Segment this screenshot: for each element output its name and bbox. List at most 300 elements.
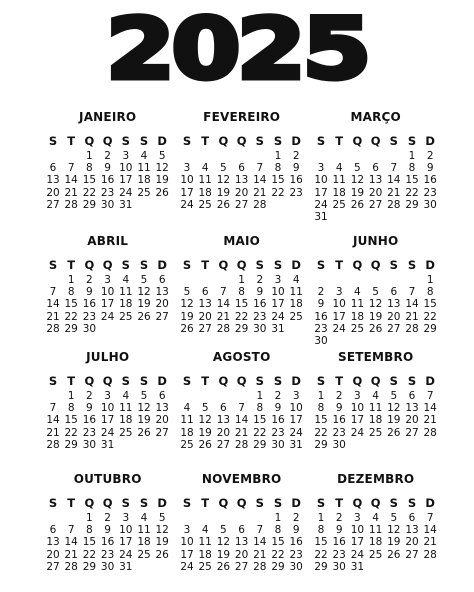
- month-agosto: [178, 350, 314, 468]
- day-cell: 14: [46, 414, 60, 427]
- day-cell: 25: [119, 426, 133, 439]
- day-cell: 19: [387, 536, 401, 549]
- day-cell: 12: [180, 298, 194, 311]
- day-cell: 4: [292, 274, 300, 286]
- day-cell: 18: [289, 298, 303, 311]
- day-cell: 28: [405, 322, 419, 335]
- day-cell: 3: [122, 512, 130, 524]
- weekday-label: S: [273, 258, 283, 272]
- day-grid: [44, 512, 170, 592]
- day-cell: 17: [180, 548, 194, 561]
- day-cell: 27: [216, 438, 231, 451]
- month-julho: [44, 350, 180, 468]
- day-cell: 18: [368, 536, 383, 549]
- day-cell: 22: [234, 310, 249, 323]
- day-cell: 17: [271, 298, 285, 311]
- weekday-label: Q: [370, 258, 381, 272]
- day-cell: 15: [64, 298, 78, 311]
- month-title: MAIO: [223, 234, 261, 248]
- day-cell: 20: [216, 426, 231, 439]
- day-cell: 15: [423, 298, 437, 311]
- month-title: DEZEMBRO: [337, 472, 415, 486]
- day-cell: 7: [390, 162, 398, 175]
- day-cell: 12: [387, 402, 401, 415]
- day-cell: 3: [292, 390, 300, 402]
- day-cell: 3: [317, 162, 325, 175]
- day-cell: 8: [86, 162, 93, 175]
- day-cell: 3: [354, 390, 361, 402]
- day-cell: 15: [82, 174, 97, 187]
- weekday-label: T: [201, 496, 210, 510]
- day-cell: 3: [335, 286, 343, 299]
- day-cell: 27: [234, 198, 249, 211]
- day-cell: 10: [271, 286, 285, 299]
- weekday-label: T: [201, 374, 210, 388]
- weekday-label: S: [121, 374, 130, 388]
- day-cell: 13: [405, 402, 419, 415]
- day-cell: 25: [350, 322, 365, 335]
- day-cell: 12: [387, 524, 401, 537]
- weekday-label: T: [335, 134, 344, 148]
- day-cell: 20: [234, 548, 249, 561]
- weekday-label: T: [67, 134, 76, 148]
- month-dezembro: [312, 472, 448, 590]
- weekday-label: D: [157, 134, 167, 148]
- day-cell: 26: [137, 426, 151, 439]
- day-cell: 2: [104, 512, 111, 524]
- day-cell: 1: [426, 274, 434, 286]
- day-cell: 9: [426, 162, 434, 175]
- day-cell: 14: [253, 174, 267, 187]
- day-cell: 30: [100, 198, 115, 211]
- weekday-label: Q: [352, 134, 363, 148]
- month-title: JUNHO: [352, 234, 399, 248]
- day-cell: 22: [271, 186, 285, 199]
- day-cell: 3: [183, 162, 191, 175]
- day-cell: 4: [372, 390, 379, 402]
- day-cell: 13: [216, 414, 231, 427]
- weekday-label: S: [139, 134, 149, 148]
- day-cell: 16: [314, 310, 328, 323]
- month-março: [312, 110, 448, 228]
- day-cell: 6: [49, 524, 57, 537]
- day-cell: 11: [368, 402, 383, 415]
- day-cell: 24: [119, 186, 133, 199]
- day-grid: [312, 512, 438, 592]
- day-cell: 31: [350, 560, 365, 573]
- weekday-label: Q: [102, 258, 113, 272]
- day-cell: 28: [64, 198, 78, 211]
- day-cell: 16: [100, 174, 115, 187]
- weekday-header: [178, 134, 304, 148]
- day-cell: 15: [271, 174, 285, 187]
- day-cell: 3: [104, 390, 111, 402]
- day-cell: 18: [180, 426, 194, 439]
- day-cell: 12: [350, 174, 365, 187]
- day-cell: 1: [317, 390, 325, 402]
- day-cell: 2: [256, 274, 264, 286]
- year-title: 2025: [106, 0, 368, 98]
- day-cell: 27: [46, 560, 60, 573]
- day-cell: 10: [332, 298, 346, 311]
- weekday-header: [44, 374, 170, 388]
- day-cell: 11: [198, 174, 212, 187]
- day-cell: 16: [332, 414, 346, 427]
- day-cell: 29: [314, 438, 328, 451]
- weekday-label: S: [139, 496, 149, 510]
- day-cell: 29: [253, 438, 267, 451]
- day-cell: 8: [317, 524, 325, 537]
- month-title: AGOSTO: [212, 350, 271, 364]
- day-cell: 5: [390, 390, 398, 402]
- day-cell: 22: [82, 548, 97, 561]
- day-cell: 8: [317, 402, 325, 415]
- month-outubro: [44, 472, 180, 590]
- weekday-header: [312, 258, 438, 272]
- weekday-label: T: [201, 134, 210, 148]
- day-cell: 7: [220, 286, 227, 299]
- weekday-label: S: [182, 374, 192, 388]
- day-cell: 23: [332, 548, 346, 561]
- weekday-label: Q: [218, 374, 229, 388]
- weekday-label: T: [335, 374, 344, 388]
- day-cell: 14: [64, 536, 78, 549]
- day-cell: 21: [423, 414, 437, 427]
- day-cell: 6: [220, 402, 227, 415]
- day-cell: 23: [423, 186, 437, 199]
- weekday-header: [312, 374, 438, 388]
- day-cell: 14: [423, 402, 437, 415]
- day-cell: 12: [198, 414, 212, 427]
- day-cell: 19: [216, 186, 231, 199]
- day-cell: 31: [271, 322, 285, 335]
- day-cell: 23: [271, 426, 285, 439]
- day-cell: 17: [314, 186, 328, 199]
- day-cell: 25: [198, 560, 212, 573]
- weekday-label: S: [121, 258, 130, 272]
- weekday-label: S: [48, 134, 58, 148]
- weekday-header: [178, 258, 304, 272]
- day-cell: 26: [368, 322, 383, 335]
- day-cell: 2: [104, 150, 111, 162]
- weekday-header: [178, 496, 304, 510]
- weekday-label: S: [121, 496, 130, 510]
- day-cell: 9: [86, 286, 93, 299]
- day-cell: 4: [122, 390, 130, 402]
- day-cell: 20: [155, 414, 169, 427]
- weekday-label: Q: [84, 258, 95, 272]
- day-cell: 5: [390, 512, 398, 524]
- day-cell: 5: [183, 286, 191, 299]
- day-cell: 31: [100, 438, 115, 451]
- day-grid: [44, 150, 170, 230]
- day-cell: 13: [387, 298, 401, 311]
- day-cell: 17: [119, 174, 133, 187]
- day-grid: [44, 274, 170, 354]
- day-cell: 18: [368, 414, 383, 427]
- day-cell: 21: [64, 186, 78, 199]
- weekday-label: Q: [218, 496, 229, 510]
- day-cell: 8: [274, 162, 282, 175]
- day-cell: 15: [64, 414, 78, 427]
- day-cell: 3: [354, 512, 361, 524]
- day-cell: 10: [180, 536, 194, 549]
- weekday-label: Q: [218, 258, 229, 272]
- day-cell: 27: [155, 426, 169, 439]
- weekday-header: [312, 134, 438, 148]
- day-cell: 26: [198, 438, 212, 451]
- day-cell: 4: [354, 286, 361, 299]
- day-cell: 20: [46, 548, 60, 561]
- day-cell: 11: [198, 536, 212, 549]
- weekday-label: S: [48, 258, 58, 272]
- day-cell: 6: [372, 162, 379, 175]
- day-cell: 15: [314, 536, 328, 549]
- day-cell: 30: [82, 322, 97, 335]
- day-cell: 4: [201, 162, 209, 175]
- day-cell: 24: [100, 426, 115, 439]
- day-cell: 28: [423, 548, 437, 561]
- day-cell: 14: [216, 298, 231, 311]
- day-cell: 5: [220, 162, 227, 175]
- weekday-label: D: [291, 496, 301, 510]
- day-cell: 1: [67, 390, 75, 402]
- weekday-label: Q: [84, 496, 95, 510]
- day-cell: 24: [332, 322, 346, 335]
- day-cell: 9: [104, 524, 111, 537]
- weekday-label: S: [389, 496, 398, 510]
- weekday-label: D: [291, 374, 301, 388]
- day-cell: 1: [86, 150, 93, 162]
- day-cell: 7: [256, 524, 264, 537]
- day-cell: 25: [368, 548, 383, 561]
- day-cell: 30: [332, 438, 346, 451]
- day-cell: 23: [100, 186, 115, 199]
- day-cell: 17: [350, 414, 365, 427]
- day-cell: 3: [274, 274, 282, 286]
- day-cell: 29: [64, 438, 78, 451]
- day-grid: [178, 390, 304, 470]
- day-cell: 28: [64, 560, 78, 573]
- weekday-header: [44, 258, 170, 272]
- day-cell: 24: [119, 548, 133, 561]
- day-cell: 27: [387, 322, 401, 335]
- day-cell: 24: [180, 198, 194, 211]
- day-cell: 16: [271, 414, 285, 427]
- day-cell: 24: [350, 548, 365, 561]
- day-cell: 29: [82, 198, 97, 211]
- day-cell: 3: [183, 524, 191, 537]
- weekday-label: D: [157, 258, 167, 272]
- day-cell: 10: [289, 402, 303, 415]
- day-cell: 26: [387, 426, 401, 439]
- day-cell: 23: [314, 322, 328, 335]
- day-cell: 15: [405, 174, 419, 187]
- day-cell: 7: [49, 286, 57, 299]
- day-cell: 17: [350, 536, 365, 549]
- weekday-label: T: [67, 374, 76, 388]
- day-cell: 18: [198, 186, 212, 199]
- month-maio: [178, 234, 314, 352]
- day-cell: 18: [119, 298, 133, 311]
- day-cell: 19: [155, 536, 169, 549]
- day-cell: 10: [119, 162, 133, 175]
- day-cell: 18: [332, 186, 346, 199]
- day-cell: 31: [119, 560, 133, 573]
- weekday-label: D: [291, 134, 301, 148]
- day-cell: 19: [216, 548, 231, 561]
- day-cell: 1: [408, 150, 416, 162]
- month-title: JANEIRO: [79, 110, 137, 124]
- weekday-header: [178, 374, 304, 388]
- day-cell: 19: [137, 298, 151, 311]
- day-cell: 5: [140, 274, 148, 286]
- day-cell: 13: [234, 536, 249, 549]
- day-cell: 16: [82, 414, 97, 427]
- day-cell: 28: [234, 438, 249, 451]
- day-cell: 11: [350, 298, 365, 311]
- day-cell: 21: [234, 426, 249, 439]
- day-cell: 6: [201, 286, 209, 299]
- weekday-label: T: [335, 258, 344, 272]
- day-cell: 8: [67, 286, 75, 299]
- day-cell: 7: [238, 402, 245, 415]
- day-cell: 24: [180, 560, 194, 573]
- day-cell: 29: [64, 322, 78, 335]
- weekday-label: D: [425, 374, 435, 388]
- day-cell: 19: [198, 426, 212, 439]
- day-cell: 10: [100, 402, 115, 415]
- day-cell: 28: [216, 322, 231, 335]
- day-cell: 27: [46, 198, 60, 211]
- month-title: OUTUBRO: [73, 472, 142, 486]
- day-cell: 11: [332, 174, 346, 187]
- day-cell: 5: [140, 390, 148, 402]
- day-cell: 25: [180, 438, 194, 451]
- day-cell: 10: [100, 286, 115, 299]
- day-cell: 19: [180, 310, 194, 323]
- day-cell: 13: [368, 174, 383, 187]
- day-cell: 27: [155, 310, 169, 323]
- day-cell: 22: [314, 426, 328, 439]
- weekday-label: S: [407, 258, 417, 272]
- day-cell: 6: [390, 286, 398, 299]
- day-cell: 7: [426, 512, 434, 524]
- day-cell: 16: [423, 174, 437, 187]
- day-cell: 28: [46, 322, 60, 335]
- day-cell: 8: [426, 286, 434, 299]
- day-cell: 4: [140, 512, 148, 524]
- weekday-label: S: [182, 134, 192, 148]
- day-grid: [178, 512, 304, 592]
- day-cell: 16: [289, 174, 303, 187]
- day-cell: 19: [387, 414, 401, 427]
- day-cell: 15: [314, 414, 328, 427]
- day-cell: 4: [183, 402, 191, 415]
- day-cell: 29: [314, 560, 328, 573]
- day-cell: 2: [86, 390, 93, 402]
- day-cell: 17: [119, 536, 133, 549]
- day-cell: 8: [86, 524, 93, 537]
- day-cell: 8: [67, 402, 75, 415]
- day-cell: 19: [155, 174, 169, 187]
- day-cell: 24: [289, 426, 303, 439]
- day-cell: 7: [49, 402, 57, 415]
- day-cell: 25: [368, 426, 383, 439]
- day-cell: 30: [253, 322, 267, 335]
- day-cell: 20: [405, 414, 419, 427]
- day-cell: 30: [314, 335, 328, 347]
- weekday-label: Q: [352, 374, 363, 388]
- day-cell: 30: [100, 560, 115, 573]
- month-title: SETEMBRO: [338, 350, 414, 364]
- weekday-label: S: [389, 374, 398, 388]
- weekday-label: Q: [236, 134, 247, 148]
- day-cell: 6: [158, 274, 166, 286]
- day-cell: 27: [405, 426, 419, 439]
- day-cell: 12: [155, 524, 169, 537]
- day-grid: [178, 150, 304, 230]
- day-cell: 4: [140, 150, 148, 162]
- day-cell: 17: [100, 298, 115, 311]
- day-cell: 7: [67, 162, 75, 175]
- day-cell: 20: [155, 298, 169, 311]
- day-cell: 31: [289, 438, 303, 451]
- day-cell: 5: [201, 402, 209, 415]
- weekday-label: S: [316, 374, 326, 388]
- day-cell: 2: [335, 512, 343, 524]
- day-cell: 10: [350, 402, 365, 415]
- day-cell: 13: [405, 524, 419, 537]
- day-grid: [312, 390, 438, 470]
- weekday-label: T: [335, 496, 344, 510]
- day-cell: 17: [180, 186, 194, 199]
- day-cell: 23: [332, 426, 346, 439]
- day-cell: 31: [314, 211, 328, 223]
- day-cell: 1: [256, 390, 264, 402]
- month-janeiro: [44, 110, 180, 228]
- weekday-label: S: [407, 134, 417, 148]
- weekday-label: S: [316, 258, 326, 272]
- day-cell: 2: [426, 150, 434, 162]
- day-cell: 21: [423, 536, 437, 549]
- day-cell: 8: [274, 524, 282, 537]
- month-title: NOVEMBRO: [201, 472, 282, 486]
- day-cell: 9: [256, 286, 264, 299]
- day-cell: 6: [238, 524, 245, 537]
- day-cell: 5: [158, 512, 166, 524]
- day-cell: 15: [253, 414, 267, 427]
- day-cell: 16: [289, 536, 303, 549]
- month-fevereiro: [178, 110, 314, 228]
- day-cell: 11: [119, 286, 133, 299]
- day-cell: 1: [274, 150, 282, 162]
- day-cell: 15: [271, 536, 285, 549]
- day-cell: 28: [423, 426, 437, 439]
- weekday-header: [44, 496, 170, 510]
- weekday-label: Q: [102, 374, 113, 388]
- month-title: JULHO: [86, 350, 130, 364]
- day-cell: 26: [137, 310, 151, 323]
- day-cell: 1: [238, 274, 245, 286]
- day-cell: 30: [332, 560, 346, 573]
- weekday-label: D: [425, 496, 435, 510]
- day-cell: 21: [64, 548, 78, 561]
- weekday-label: T: [67, 496, 76, 510]
- day-cell: 24: [314, 198, 328, 211]
- day-cell: 13: [155, 286, 169, 299]
- day-cell: 5: [220, 524, 227, 537]
